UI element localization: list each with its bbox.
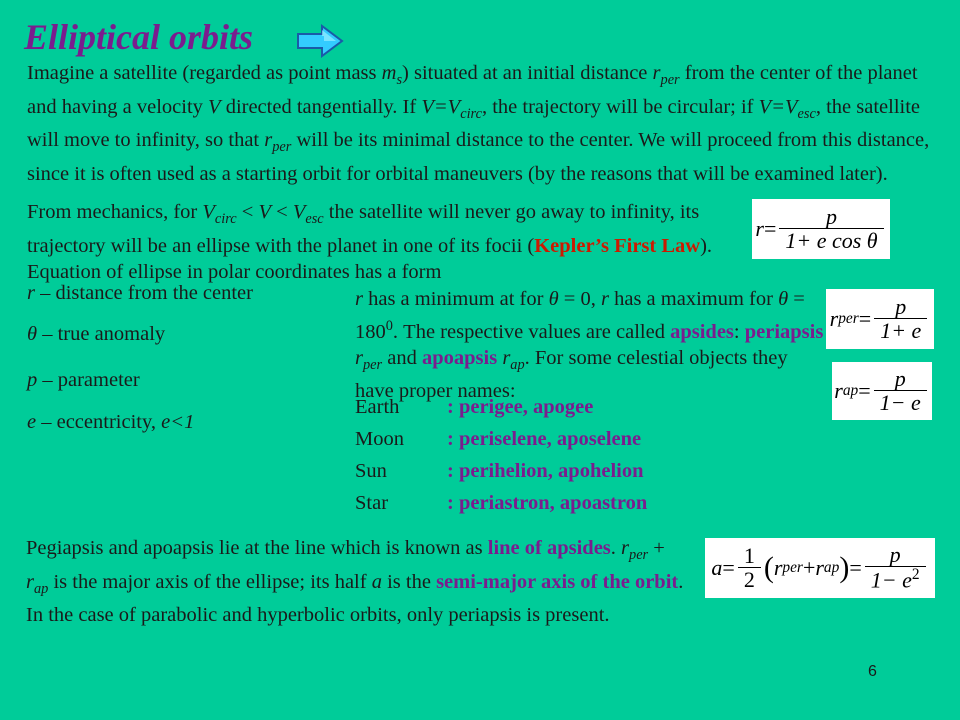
definition-theta: θ – true anomaly [27, 323, 166, 345]
apsides-names-table [355, 395, 647, 523]
kepler-law-label: Kepler’s First Law [534, 234, 701, 257]
periapsis-equation: r per = $\frac{p}{1+ e}$ [826, 289, 934, 349]
page-number: 6 [868, 663, 877, 680]
table-row: Earth : perigee, apogee [355, 396, 594, 418]
definition-p: p – parameter [27, 369, 140, 391]
table-row: Sun : perihelion, apohelion [355, 460, 644, 482]
slide-title: Elliptical orbits [24, 17, 254, 57]
semi-major-axis-equation: a = $\frac{1}{2}$ ( r per + r ap ) = $\frac{p}{1- e^2}$ [705, 538, 935, 598]
ellipse-equation: r = $\frac{p}{\text{1+ e cos θ}}$ [752, 199, 890, 259]
apoapsis-equation: r ap = $\frac{p}{1- e}$ [832, 362, 932, 420]
definition-r: r – distance from the center [27, 282, 253, 304]
intro-paragraph: Imagine a satellite (regarded as point mass $m_s$) situated at an initial distance $r_{per}$ from the center of the planet and having a velocity V directed tangentially. If $V=V_{circ}$, the trajectory will be circular; if $V=V_{esc}$, the satellite will move to infinity, so that $r_{per}$ will be its minimal distance to the center. We will proceed from this distance, since it is often used as a starting orbit for orbital maneuvers (by the reasons that will be examined later). [27, 62, 930, 185]
apsides-paragraph: r has a minimum at for θ = 0, r has a maximum for $\theta = 180^0$. The respective values are called apsides: periapsis $r_{per}$ and apoapsis $r_{ap}$. For some celestial objects they have proper names: [355, 288, 824, 403]
table-row: Star : periastron, apoastron [355, 492, 648, 514]
table-row: Moon : periselene, aposelene [355, 428, 642, 450]
line-of-apsides-paragraph: Pegiapsis and apoapsis lie at the line which is known as line of apsides. $r_{per} + r_{ap}$ is the major axis of the ellipse; its half a is the semi-major axis of the orbit. In the case of parabolic and hyperbolic orbits, only periapsis is present. [26, 537, 684, 627]
ellipse-paragraph: From mechanics, for $V_{circ} < V < V_{esc}$ the satellite will never go away to infinity, its trajectory will be an ellipse with the planet in one of its focii (Kepler’s First Law). Equation of ellipse in polar coordinates has a form [27, 201, 713, 284]
definition-e: e – eccentricity, e<1 [27, 411, 195, 433]
forward-arrow-icon[interactable] [296, 24, 344, 58]
